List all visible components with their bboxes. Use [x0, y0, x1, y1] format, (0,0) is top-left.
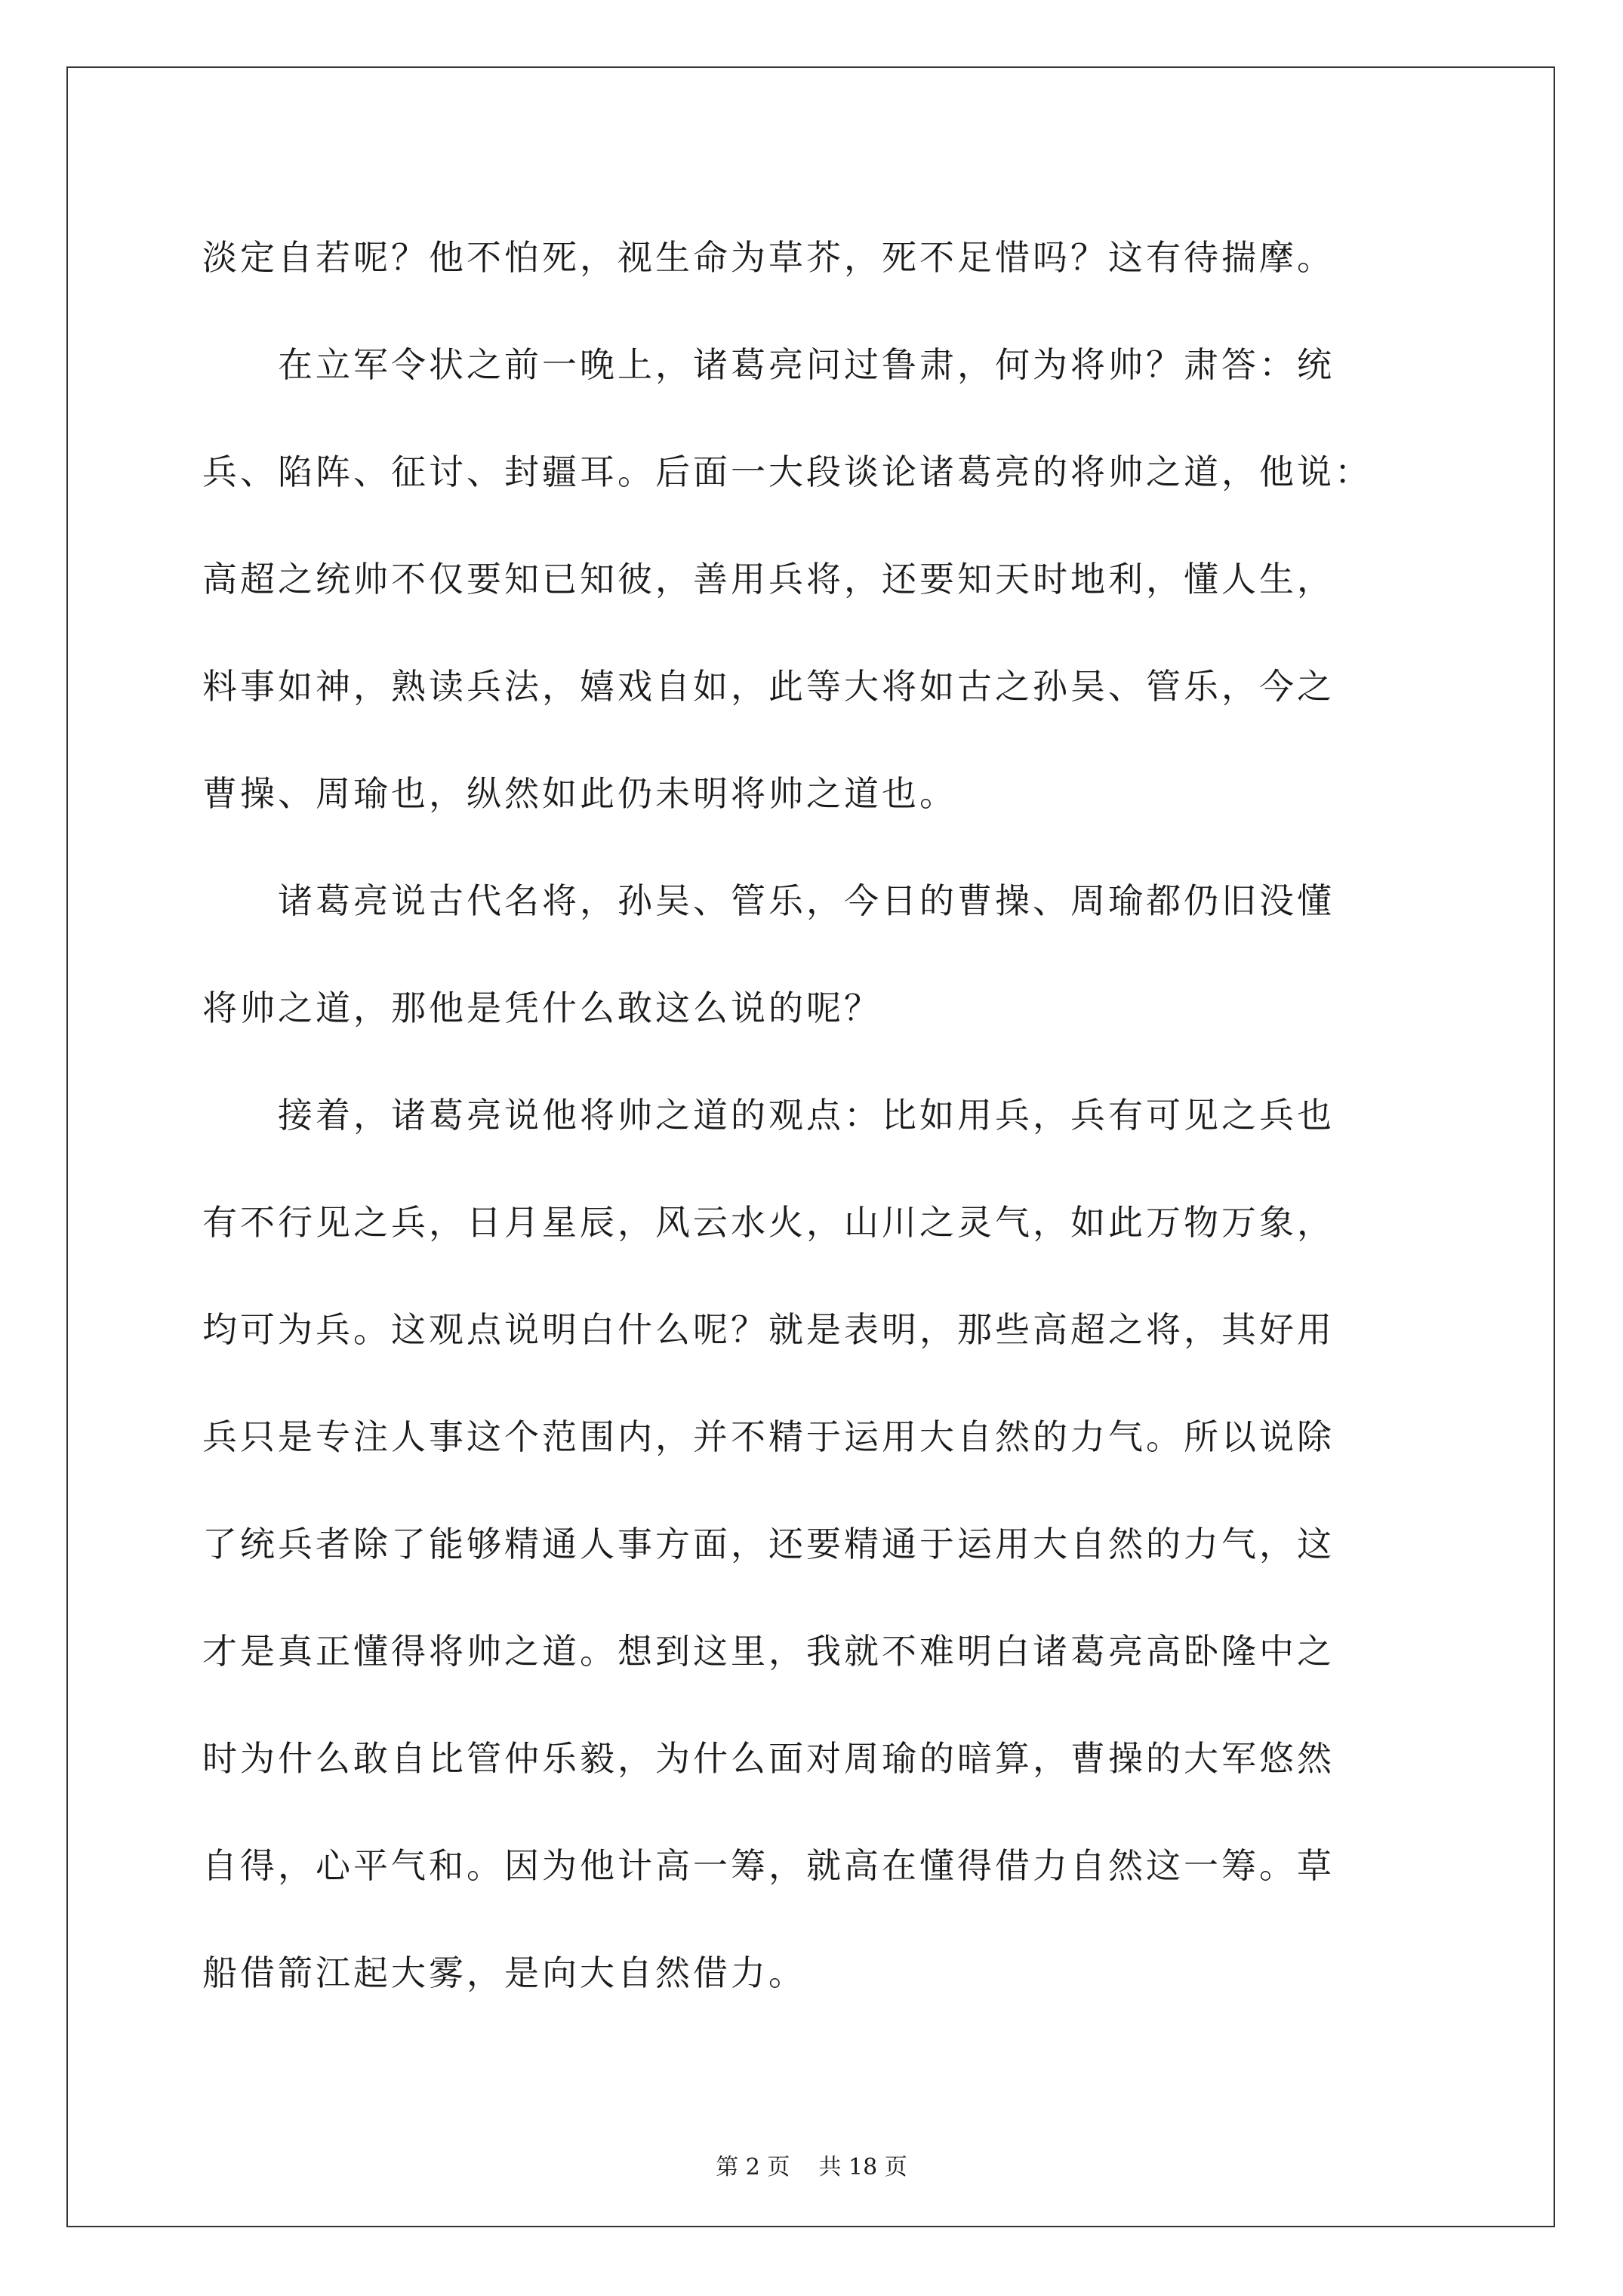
text-line: 自得，心平气和。因为他计高一筹，就高在懂得借力自然这一筹。草	[202, 1845, 1335, 1886]
page-border	[66, 66, 1555, 2227]
text-line: 时为什么敢自比管仲乐毅，为什么面对周瑜的暗算，曹操的大军悠然	[202, 1738, 1335, 1779]
text-line: 淡定自若呢？他不怕死，视生命为草芥，死不足惜吗？这有待揣摩。	[202, 237, 1335, 278]
text-line: 曹操、周瑜也，纵然如此仍未明将帅之道也。	[202, 773, 957, 814]
text-line: 接着，诸葛亮说他将帅之道的观点：比如用兵，兵有可见之兵也	[202, 1095, 1335, 1136]
text-line: 诸葛亮说古代名将，孙吴、管乐，今日的曹操、周瑜都仍旧没懂	[202, 880, 1335, 921]
text-line: 了统兵者除了能够精通人事方面，还要精通于运用大自然的力气，这	[202, 1524, 1335, 1564]
text-line: 才是真正懂得将帅之道。想到这里，我就不难明白诸葛亮高卧隆中之	[202, 1631, 1335, 1672]
text-line: 兵、陷阵、征讨、封疆耳。后面一大段谈论诸葛亮的将帅之道，他说：	[202, 451, 1372, 492]
page-number: 第 2 页 共 18 页	[716, 2154, 907, 2180]
text-line: 高超之统帅不仅要知已知彼，善用兵将，还要知天时地利，懂人生，	[202, 559, 1335, 599]
text-line: 兵只是专注人事这个范围内，并不精于运用大自然的力气。所以说除	[202, 1416, 1335, 1457]
text-line: 将帅之道，那他是凭什么敢这么说的呢？	[202, 988, 882, 1028]
text-line: 在立军令状之前一晚上，诸葛亮问过鲁肃，何为将帅？肃答：统	[202, 344, 1335, 385]
text-line: 料事如神，熟读兵法，嬉戏自如，此等大将如古之孙吴、管乐，今之	[202, 666, 1335, 707]
text-line: 有不行见之兵，日月星辰，风云水火，山川之灵气，如此万物万象，	[202, 1202, 1335, 1243]
text-line: 均可为兵。这观点说明白什么呢？就是表明，那些高超之将，其好用	[202, 1309, 1335, 1350]
text-line: 船借箭江起大雾，是向大自然借力。	[202, 1952, 806, 1993]
